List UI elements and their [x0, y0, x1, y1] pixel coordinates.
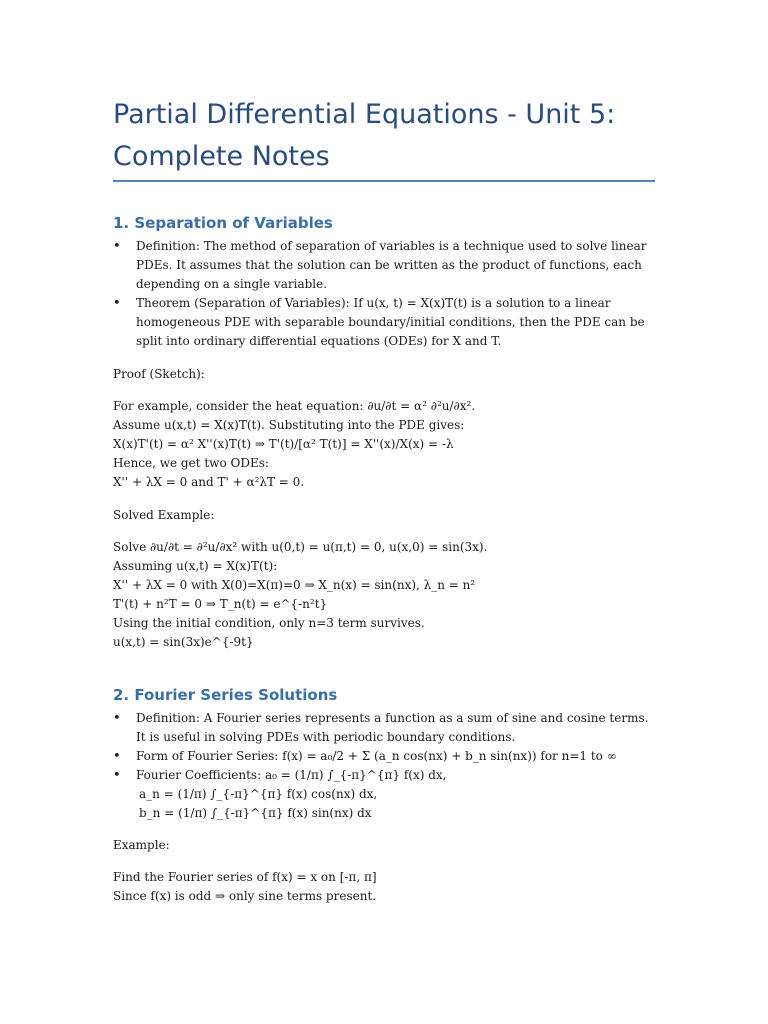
proof-line: Assume u(x,t) = X(x)T(t). Substituting into the PDE gives:: [113, 418, 465, 432]
solved-example-label: Solved Example:: [113, 508, 215, 522]
proof-label-block: [113, 365, 668, 384]
example-line: Solve ∂u/∂t = ∂²u/∂x² with u(0,t) = u(π,t) = 0, u(x,0) = sin(3x).: [113, 540, 488, 554]
title-divider: [113, 180, 655, 182]
example-line: u(x,t) = sin(3x)e^{-9t}: [113, 635, 254, 649]
bullet-item: • Definition: A Fourier series represents a function as a sum of sine and cosine terms. It is useful in solving PDEs with periodic boundary conditions.: [113, 709, 658, 747]
example-line: Assuming u(x,t) = X(x)T(t):: [113, 559, 278, 573]
proof-label: Proof (Sketch):: [113, 367, 205, 381]
section-heading-separation: 1. Separation of Variables: [113, 214, 333, 232]
example-line: X'' + λX = 0 with X(0)=X(π)=0 ⇒ X_n(x) = sin(nx), λ_n = n²: [113, 578, 476, 592]
bullet-item: • Form of Fourier Series: f(x) = a₀/2 + Σ (a_n cos(nx) + b_n sin(nx)) for n=1 to ∞: [113, 747, 658, 766]
proof-line: Hence, we get two ODEs:: [113, 456, 269, 470]
proof-line: X(x)T'(t) = α² X''(x)T(t) ⇒ T'(t)/[α² T(t)] = X''(x)/X(x) = -λ: [113, 437, 454, 451]
fourier-example-label-block: [113, 836, 668, 855]
fourier-example-block: [113, 868, 668, 906]
section-heading-fourier: 2. Fourier Series Solutions: [113, 686, 338, 704]
document-title: Partial Differential Equations - Unit 5: Complete Notes: [113, 99, 616, 172]
proof-line: X'' + λX = 0 and T' + α²λT = 0.: [113, 475, 305, 489]
bullet-list-separation: [113, 237, 658, 351]
bullet-item: • Fourier Coefficients: a₀ = (1/π) ∫_{-π}^{π} f(x) dx,: [113, 766, 658, 785]
bullet-list-fourier: [113, 709, 658, 785]
example-label: Example:: [113, 838, 170, 852]
coefficient-block: [139, 785, 659, 823]
proof-block: [113, 397, 668, 492]
example-label-block: [113, 506, 668, 525]
example-line: Using the initial condition, only n=3 term survives.: [113, 616, 425, 630]
bullet-item: • Definition: The method of separation of variables is a technique used to solve linear PDEs. It assumes that the solution can be written as the product of functions, each depending on a single variable.: [113, 237, 658, 294]
bullet-item: • Theorem (Separation of Variables): If u(x, t) = X(x)T(t) is a solution to a linear homogeneous PDE with separable boundary/initial conditions, then the PDE can be split into ordinary differential equations (ODEs) for X and T.: [113, 294, 658, 351]
example-line: Find the Fourier series of f(x) = x on [-π, π]: [113, 870, 377, 884]
example-line: Since f(x) is odd ⇒ only sine terms present.: [113, 889, 377, 903]
solved-example-block: [113, 538, 668, 652]
coefficient-line: b_n = (1/π) ∫_{-π}^{π} f(x) sin(nx) dx: [139, 806, 372, 820]
example-line: T'(t) + n²T = 0 ⇒ T_n(t) = e^{-n²t}: [113, 597, 328, 611]
proof-line: For example, consider the heat equation: ∂u/∂t = α² ∂²u/∂x².: [113, 399, 476, 413]
coefficient-line: a_n = (1/π) ∫_{-π}^{π} f(x) cos(nx) dx,: [139, 787, 378, 801]
